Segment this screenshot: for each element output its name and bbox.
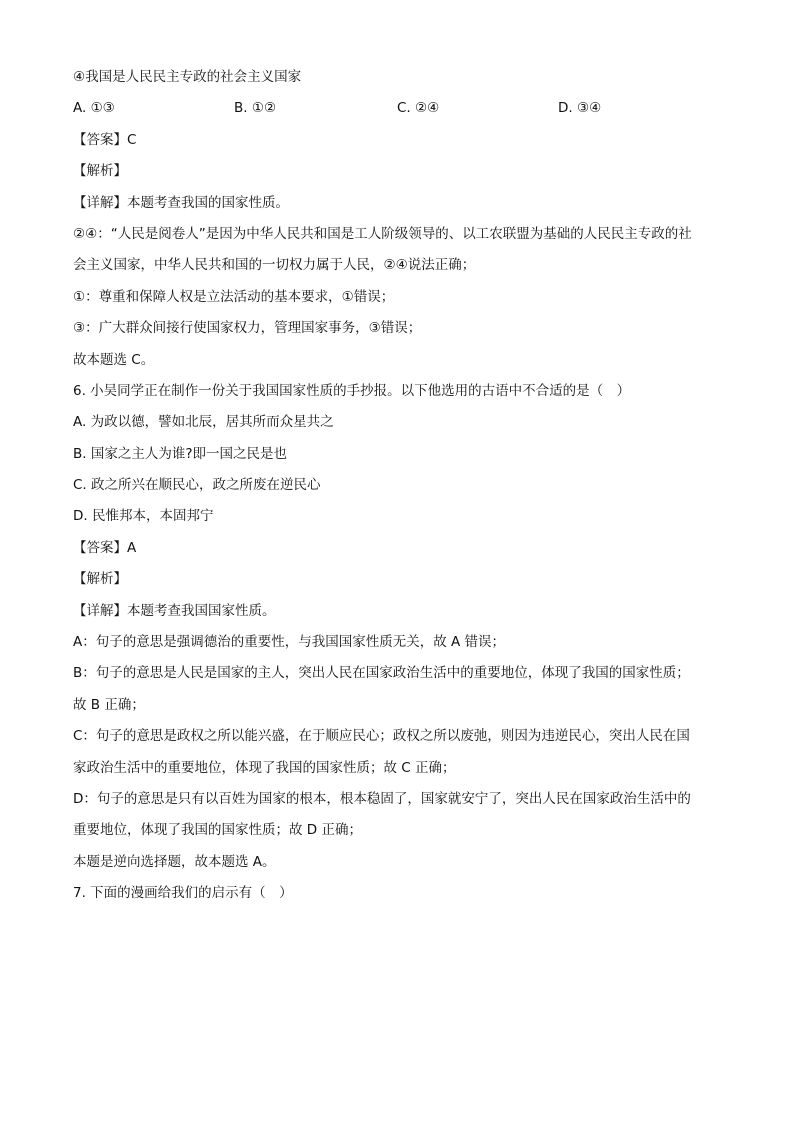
q6-explanation-c-line-2: 家政治生活中的重要地位，体现了我国的国家性质；故 C 正确； <box>73 759 456 776</box>
q6-explanation-b-line-1: B：句子的意思是人民是国家的主人，突出人民在国家政治生活中的重要地位，体现了我国的国家性质； <box>73 665 690 682</box>
q6-option-b: B. 国家之主人为谁?即一国之民是也 <box>73 445 288 462</box>
q5-option-c: C. ②④ <box>397 100 440 117</box>
q6-answer: 【答案】A <box>73 539 137 556</box>
q7-stem: 7. 下面的漫画给我们的启示有（ ） <box>73 885 293 902</box>
q6-explanation-d-line-1: D：句子的意思是只有以百姓为国家的根本，根本稳固了，国家就安宁了，突出人民在国家政治生活中的 <box>73 790 691 807</box>
q6-explanation-c-line-1: C：句子的意思是政权之所以能兴盛，在于顺应民心；政权之所以废弛，则因为违逆民心，突出人民在国 <box>73 728 690 745</box>
q6-option-d: D. 民惟邦本，本固邦宁 <box>73 508 214 525</box>
q6-option-a: A. 为政以德，譬如北辰，居其所而众星共之 <box>73 414 334 431</box>
q5-detail: 【详解】本题考查我国的国家性质。 <box>73 194 289 211</box>
q5-explanation-line-1: ②④：“人民是阅卷人”是因为中华人民共和国是工人阶级领导的、以工农联盟为基础的人民民主专政的社 <box>73 225 692 242</box>
q5-analysis-heading: 【解析】 <box>73 163 127 180</box>
q6-explanation-a: A：句子的意思是强调德治的重要性，与我国国家性质无关，故 A 错误； <box>73 634 506 651</box>
q5-explanation-line-2: 会主义国家，中华人民共和国的一切权力属于人民，②④说法正确； <box>73 257 476 274</box>
q6-detail: 【详解】本题考查我国国家性质。 <box>73 602 276 619</box>
q5-item-4: ④我国是人民民主专政的社会主义国家 <box>73 69 302 85</box>
q6-explanation-b-line-2: 故 B 正确； <box>73 696 145 713</box>
q5-explanation-item-3: ③：广大群众间接行使国家权力，管理国家事务，③错误； <box>73 320 422 337</box>
q6-option-c: C. 政之所兴在顺民心，政之所废在逆民心 <box>73 477 321 494</box>
q5-options <box>73 93 723 124</box>
q6-explanation-d-line-2: 重要地位，体现了我国的国家性质；故 D 正确； <box>73 822 362 839</box>
q5-conclusion: 故本题选 C。 <box>73 351 155 368</box>
q6-stem: 6. 小吴同学正在制作一份关于我国国家性质的手抄报。以下他选用的古语中不合适的是（ ） <box>73 382 631 399</box>
q6-analysis-heading: 【解析】 <box>73 571 127 588</box>
q5-option-a: A. ①③ <box>73 100 115 117</box>
q6-conclusion: 本题是逆向选择题，故本题选 A。 <box>73 853 276 870</box>
q5-explanation-item-1: ①：尊重和保障人权是立法活动的基本要求，①错误； <box>73 288 395 305</box>
q5-option-d: D. ③④ <box>558 100 602 117</box>
q5-answer: 【答案】C <box>73 131 137 148</box>
q5-option-b: B. ①② <box>234 100 277 117</box>
document-page <box>73 62 723 910</box>
